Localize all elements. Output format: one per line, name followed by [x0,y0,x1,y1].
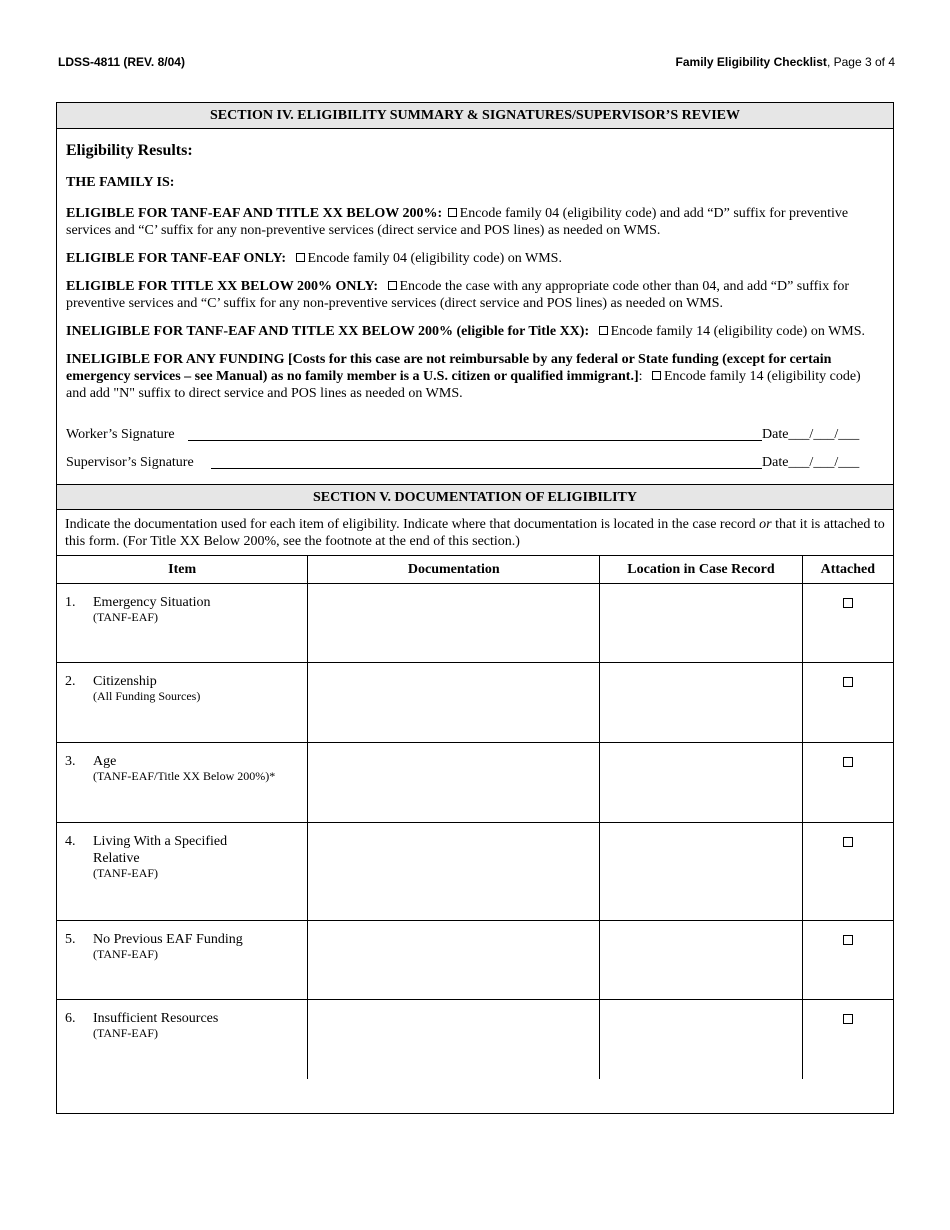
option-checkbox[interactable] [296,253,305,262]
location-cell[interactable] [600,1000,802,1079]
supervisor-date[interactable]: Date___/___/___ [762,455,860,470]
col-location: Location in Case Record [600,556,802,584]
row-item: Age [93,754,117,769]
location-cell[interactable] [600,663,802,743]
option-text: Encode family 04 (eligibility code) on WMS. [307,251,562,266]
location-cell[interactable] [600,823,802,921]
section-4-body [57,142,893,484]
documentation-cell[interactable] [308,743,600,823]
section-5-title: SECTION V. DOCUMENTATION OF ELIGIBILITY [57,484,893,510]
intro-post: that it is attached to this form. (For Title XX Below 200%, see the footnote at the end of this section.) [65,517,885,549]
family-is-label: THE FAMILY IS: [66,175,175,190]
attached-checkbox[interactable] [843,757,853,767]
intro-pre: Indicate the documentation used for each item of eligibility. Indicate where that documentation is located in the case record [65,517,760,532]
row-number: 3. [65,754,76,769]
row-item: Insufficient Resources [93,1011,219,1026]
option-checkbox[interactable] [599,326,608,335]
table-row [57,1000,893,1079]
row-number: 4. [65,834,76,849]
documentation-cell[interactable] [308,584,600,663]
option-label: ELIGIBLE FOR TANF-EAF ONLY: [66,251,287,266]
row-number: 6. [65,1011,76,1026]
option-label: ELIGIBLE FOR TITLE XX BELOW 200% ONLY: [66,279,378,294]
option-label: INELIGIBLE FOR ANY FUNDING [Costs for this case are not reimbursable by any federal or State funding (except for certain emergency services – see Manual) as no family member is a U.S. citizen or qualified immigrant.] [66,352,832,384]
location-cell[interactable] [600,743,802,823]
worker-signature-field[interactable] [188,440,762,441]
table-row [57,663,893,743]
documentation-cell[interactable] [308,921,600,1000]
page-number: , Page 3 of 4 [826,55,895,69]
documentation-table [57,556,893,1079]
row-number: 5. [65,932,76,947]
supervisor-signature-field[interactable] [211,468,762,469]
option-ineligible-any [66,351,884,402]
row-item: Citizenship [93,674,157,689]
location-cell[interactable] [600,584,802,663]
row-sub: (TANF-EAF) [93,1026,159,1040]
option-eligible-tanf-only [66,250,884,267]
option-text: Encode family 14 (eligibility code) and add "N" suffix to direct service and POS lines as needed on WMS. [66,369,861,401]
option-text: Encode the case with any appropriate code other than 04, and add “D” suffix for preventive services and “C’ suffix for any non-preventive services (direct service and POS lines) as needed on WMS. [66,279,850,311]
row-item: No Previous EAF Funding [93,932,243,947]
option-label: INELIGIBLE FOR TANF-EAF AND TITLE XX BELOW 200% (eligible for Title XX): [66,324,590,339]
supervisor-signature-label: Supervisor’s Signature [66,455,194,470]
location-cell[interactable] [600,921,802,1000]
worker-signature-label: Worker’s Signature [66,427,175,442]
option-eligible-title-xx-only [66,278,884,312]
col-item: Item [57,556,308,584]
results-heading: Eligibility Results: [66,142,193,159]
table-row [57,921,893,1000]
col-documentation: Documentation [308,556,600,584]
supervisor-signature-line [66,454,884,484]
option-text: Encode family 04 (eligibility code) and add “D” suffix for preventive services and “C’ suffix for any non-preventive services (direct service and POS lines) as needed on WMS. [66,206,849,238]
row-number: 2. [65,674,76,689]
option-ineligible-tanf-title-xx [66,323,884,340]
option-checkbox[interactable] [448,208,457,217]
section-5-intro [57,510,893,556]
row-sub: (TANF-EAF) [93,947,159,961]
option-checkbox[interactable] [388,281,397,290]
form-title-page [676,55,895,69]
option-sep: : [638,369,643,384]
documentation-cell[interactable] [308,1000,600,1079]
form-number: LDSS-4811 (REV. 8/04) [58,55,185,69]
attached-checkbox[interactable] [843,677,853,687]
row-sub: (All Funding Sources) [93,689,201,703]
form-frame [56,102,894,1114]
option-text: Encode family 14 (eligibility code) on WMS. [610,324,866,339]
table-row [57,823,893,921]
row-sub: (TANF-EAF/Title XX Below 200%)* [93,769,276,783]
worker-date[interactable]: Date___/___/___ [762,427,860,442]
row-item: Emergency Situation [93,595,211,610]
attached-checkbox[interactable] [843,598,853,608]
option-label: ELIGIBLE FOR TANF-EAF AND TITLE XX BELOW 200%: [66,206,443,221]
attached-checkbox[interactable] [843,837,853,847]
option-eligible-both [66,205,884,239]
row-sub: (TANF-EAF) [93,610,159,624]
documentation-cell[interactable] [308,663,600,743]
table-header-row [57,556,893,584]
documentation-cell[interactable] [308,823,600,921]
attached-checkbox[interactable] [843,935,853,945]
row-item: Living With a Specified Relative [93,834,228,866]
row-number: 1. [65,595,76,610]
option-checkbox[interactable] [652,371,661,380]
form-title: Family Eligibility Checklist [675,55,827,69]
col-attached: Attached [802,556,893,584]
attached-checkbox[interactable] [843,1014,853,1024]
intro-or: or [759,517,772,532]
section-4-title: SECTION IV. ELIGIBILITY SUMMARY & SIGNATURES/SUPERVISOR’S REVIEW [57,103,893,129]
row-sub: (TANF-EAF) [93,866,159,880]
table-row [57,743,893,823]
table-row [57,584,893,663]
worker-signature-line [66,426,884,444]
